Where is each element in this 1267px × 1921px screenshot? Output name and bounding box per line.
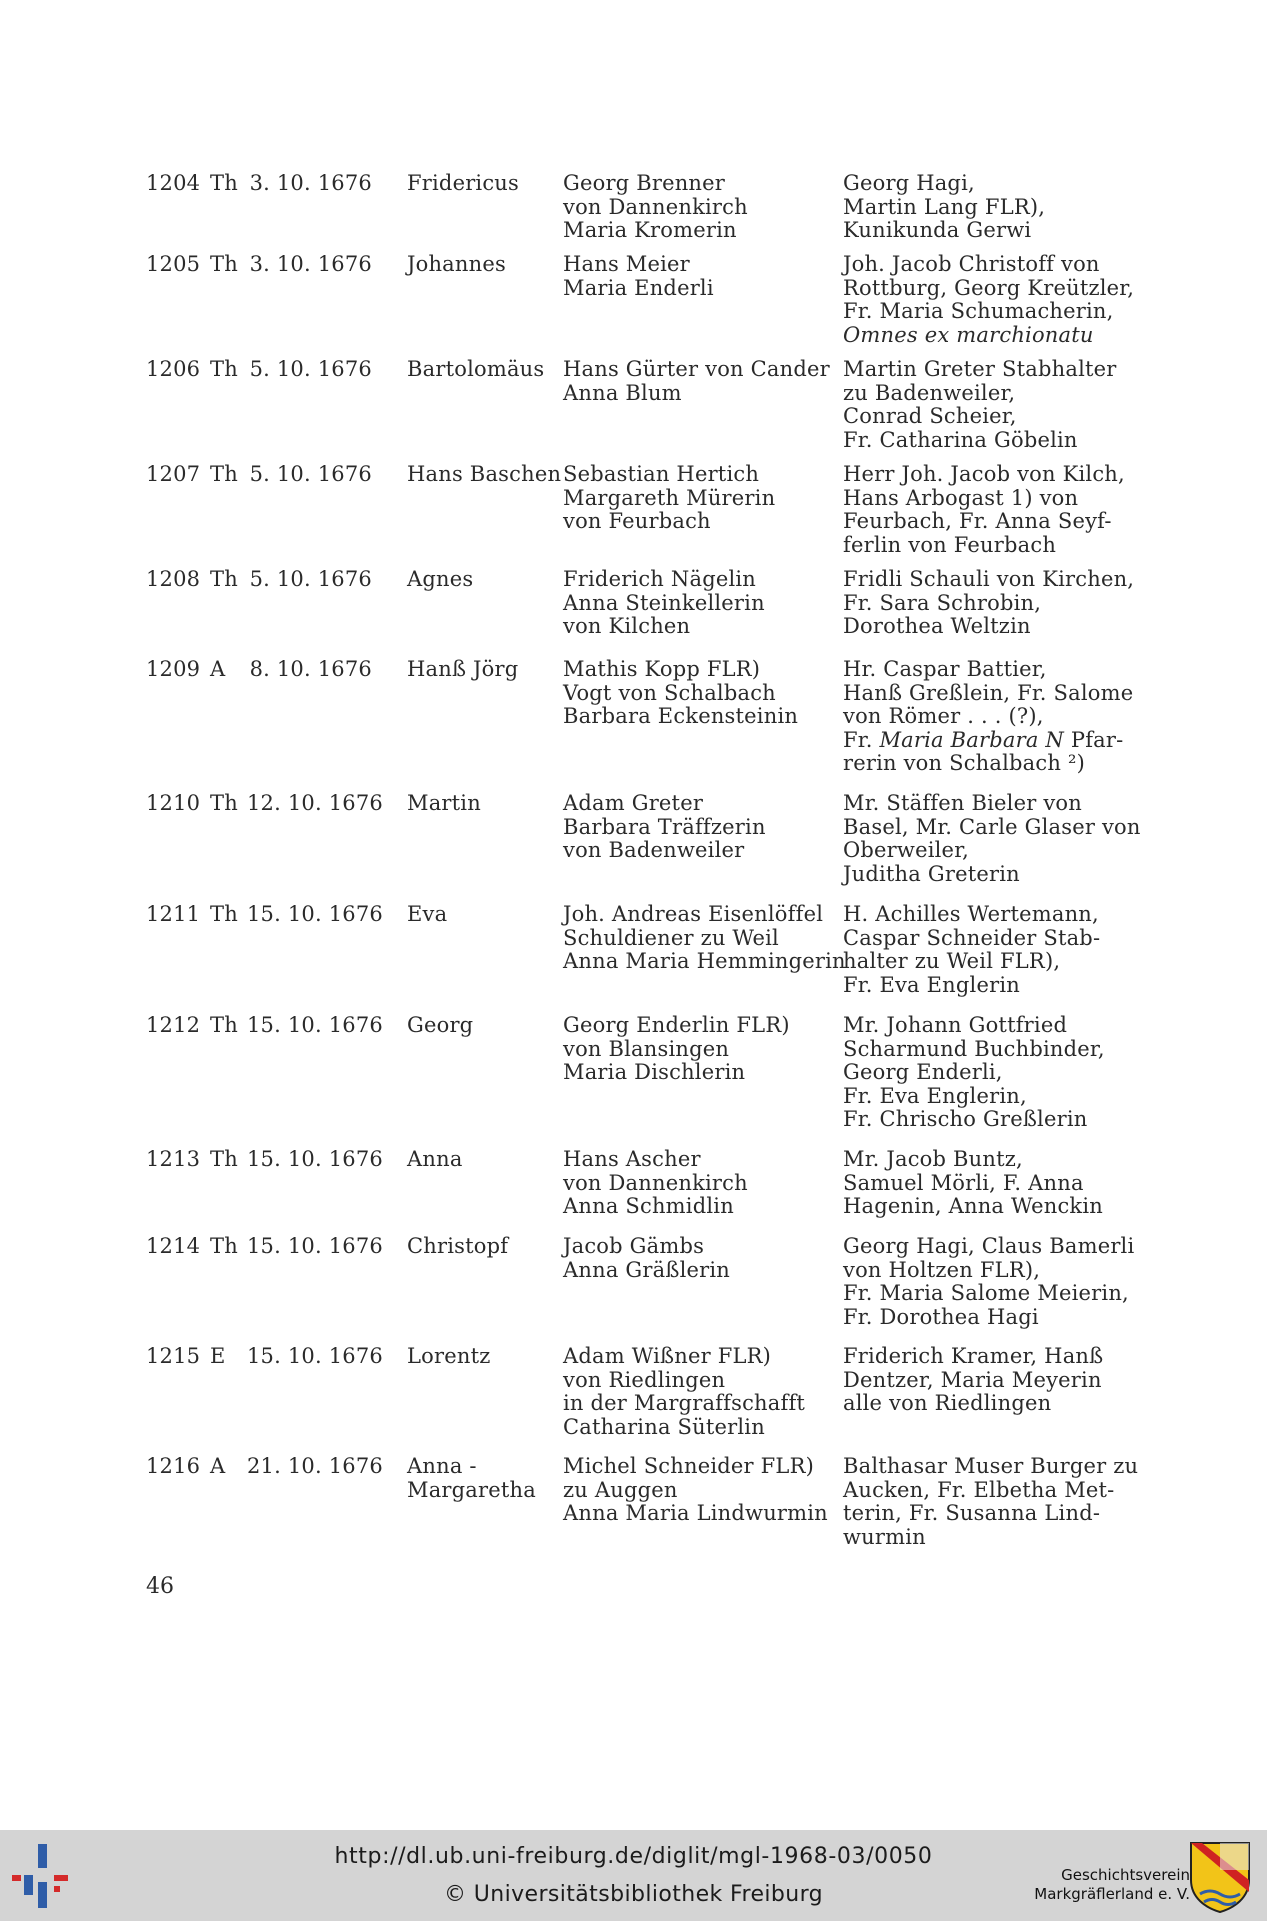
child-name (407, 358, 544, 382)
parents-line: in der Margraffschafft (563, 1391, 806, 1415)
entry-code: Th (210, 1147, 238, 1171)
parents-line: Jacob Gämbs (563, 1234, 705, 1258)
godparents-line: Herr Joh. Jacob von Kilch, (843, 462, 1125, 486)
parents-column (563, 463, 775, 534)
godparents-line: Hr. Caspar Battier, (843, 657, 1047, 681)
parents-line: Mathis Kopp FLR) (563, 657, 761, 681)
godparents-column (843, 1148, 1103, 1219)
parents-line: Friderich Nägelin (563, 567, 757, 591)
child-name-line: Martin (407, 791, 481, 815)
parents-column (563, 568, 765, 639)
godparents-line: Dorothea Weltzin (843, 614, 1031, 638)
godparents-line: Aucken, Fr. Elbetha Met- (843, 1477, 1115, 1502)
child-name (407, 792, 481, 816)
child-name (407, 1235, 508, 1259)
entry-date: 15. 10. 1676 (247, 902, 383, 926)
child-name-line: Agnes (407, 567, 474, 591)
entry-date: 8. 10. 1676 (249, 657, 372, 681)
godparents-line: Conrad Scheier, (843, 404, 1017, 428)
godparents-line: Martin Lang FLR), (843, 194, 1046, 219)
entry-number: 1215 (146, 1344, 201, 1368)
entry-number: 1212 (146, 1013, 201, 1037)
godparents-line: Fr. Eva Englerin, (843, 1083, 1027, 1108)
entry-date: 3. 10. 1676 (249, 171, 372, 195)
godparents-line: Scharmund Buchbinder, (843, 1036, 1105, 1061)
entry-code: Th (210, 462, 238, 486)
godparents-line: Georg Hagi, Claus Bamerli (843, 1234, 1135, 1258)
godparents-line: Fr. Chrischo Greßlerin (843, 1107, 1088, 1131)
entry-date: 21. 10. 1676 (247, 1454, 383, 1478)
godparents-line: Rottburg, Georg Kreützler, (843, 275, 1135, 300)
godparents-line-part: Fr. (843, 727, 880, 752)
godparents-line-italic-part: Maria Barbara N (879, 727, 1064, 752)
parents-line: von Dannenkirch (563, 194, 748, 219)
entry-code: Th (210, 902, 238, 926)
permalink-link[interactable]: http://dl.ub.uni-freiburg.de/diglit/mgl-1968-03/0050 (334, 1844, 933, 1869)
entry-date: 15. 10. 1676 (247, 1013, 383, 1037)
entry-number: 1209 (146, 657, 201, 681)
entry-date: 5. 10. 1676 (249, 462, 372, 486)
parents-line: Hans Gürter von Cander (563, 357, 830, 381)
child-name-line: Fridericus (407, 171, 520, 195)
parents-line: von Dannenkirch (563, 1170, 748, 1195)
parents-line: von Blansingen (563, 1036, 730, 1061)
godparents-line: Hans Arbogast 1) von (843, 485, 1079, 510)
godparents-line: alle von Riedlingen (843, 1391, 1052, 1415)
godparents-line: Mr. Johann Gottfried (843, 1013, 1068, 1037)
parents-line: Michel Schneider FLR) (563, 1454, 814, 1478)
godparents-line: von Römer . . . (?), (843, 704, 1044, 728)
parents-column (563, 358, 830, 405)
godparents-line: H. Achilles Wertemann, (843, 902, 1099, 926)
parents-line: Anna Schmidlin (563, 1194, 734, 1218)
godparents-column (843, 358, 1117, 452)
child-name (407, 568, 473, 592)
child-name (407, 1014, 473, 1038)
godparents-line: Georg Enderli, (843, 1060, 1003, 1084)
godparents-line: Juditha Greterin (843, 861, 1020, 886)
child-name-line: Christopf (407, 1234, 509, 1258)
entry-number: 1210 (146, 791, 201, 815)
entry-number: 1207 (146, 462, 201, 486)
entry-number: 1216 (146, 1454, 201, 1478)
entry-code: Th (210, 567, 238, 591)
godparents-line: Basel, Mr. Carle Glaser von (843, 814, 1141, 839)
godparents-column (843, 1014, 1105, 1132)
godparents-line: Fr. Maria Salome Meierin, (843, 1281, 1129, 1305)
child-name-line: Bartolomäus (407, 357, 545, 381)
godparents-column (843, 253, 1134, 347)
society-name-line2: Markgräflerland e. V. (1034, 1885, 1190, 1903)
godparents-column (843, 1345, 1103, 1416)
parents-column (563, 658, 798, 729)
parents-column (563, 172, 748, 243)
entry-date: 15. 10. 1676 (247, 1344, 383, 1368)
godparents-line: Caspar Schneider Stab- (843, 925, 1101, 950)
child-name (407, 463, 561, 487)
godparents-line: Martin Greter Stabhalter (843, 357, 1117, 381)
godparents-line: Oberweiler, (843, 838, 969, 862)
godparents-line: Omnes ex marchionatu (843, 322, 1094, 347)
entry-code: A (210, 1454, 226, 1478)
parents-line: Adam Greter (563, 791, 704, 815)
parents-column (563, 1345, 805, 1439)
parents-column (563, 253, 714, 300)
entry-date: 3. 10. 1676 (249, 252, 372, 276)
copyright-notice: © Universitätsbibliothek Freiburg (443, 1882, 824, 1907)
parents-line: Margareth Mürerin (563, 485, 776, 510)
parents-line: Barbara Eckensteinin (563, 704, 799, 728)
godparents-column (843, 903, 1100, 997)
godparents-line: Mr. Stäffen Bieler von (843, 791, 1082, 815)
child-name-line: Eva (407, 902, 448, 926)
godparents-column (843, 1235, 1134, 1329)
parents-column (563, 1235, 730, 1282)
parents-line: von Riedlingen (563, 1367, 726, 1392)
godparents-line: Dentzer, Maria Meyerin (843, 1367, 1102, 1392)
entry-number: 1213 (146, 1147, 201, 1171)
child-name (407, 1455, 536, 1502)
godparents-line: Samuel Mörli, F. Anna (843, 1170, 1084, 1195)
entry-code: A (210, 657, 226, 681)
entry-date: 15. 10. 1676 (247, 1147, 383, 1171)
godparents-line: halter zu Weil FLR), (843, 949, 1061, 973)
parents-line: Vogt von Schalbach (563, 680, 776, 705)
parents-column (563, 1014, 790, 1085)
child-name-line: Hanß Jörg (407, 657, 519, 681)
godparents-column (843, 172, 1045, 243)
parents-line: Georg Brenner (563, 171, 726, 195)
society-name (1020, 1866, 1190, 1904)
godparents-line: ferlin von Feurbach (843, 532, 1057, 557)
entry-code: Th (210, 1013, 238, 1037)
child-name (407, 903, 447, 927)
godparents-line: Fr. Eva Englerin (843, 972, 1020, 997)
godparents-line: Hagenin, Anna Wenckin (843, 1194, 1103, 1218)
parents-column (563, 792, 766, 863)
entry-code: Th (210, 791, 238, 815)
godparents-line: von Holtzen FLR), (843, 1257, 1041, 1282)
parents-column (563, 903, 846, 974)
parents-line: Maria Kromerin (563, 218, 737, 242)
entry-code: E (210, 1344, 226, 1368)
godparents-line: Fr. Sara Schrobin, (843, 590, 1042, 615)
godparents-line: Feurbach, Fr. Anna Seyf- (843, 509, 1112, 533)
markgraeflerland-crest-icon (1188, 1840, 1252, 1914)
entry-date: 5. 10. 1676 (249, 567, 372, 591)
godparents-column (843, 792, 1141, 886)
parents-line: Anna Maria Lindwurmin (563, 1501, 828, 1525)
entry-number: 1204 (146, 171, 201, 195)
entry-code: Th (210, 171, 238, 195)
parents-line: Hans Meier (563, 252, 690, 276)
godparents-line: Friderich Kramer, Hanß (843, 1344, 1104, 1368)
child-name (407, 1148, 463, 1172)
godparents-line: Balthasar Muser Burger zu (843, 1454, 1139, 1478)
parents-line: Anna Gräßlerin (563, 1257, 730, 1282)
parents-line: Catharina Süterlin (563, 1414, 765, 1439)
parents-line: Anna Steinkellerin (563, 590, 765, 615)
godparents-line: Georg Hagi, (843, 171, 975, 195)
entry-code: Th (210, 252, 238, 276)
godparents-column (843, 1455, 1138, 1549)
child-name (407, 658, 518, 682)
parents-line: Sebastian Hertich (563, 462, 760, 486)
godparents-line: terin, Fr. Susanna Lind- (843, 1501, 1101, 1525)
entry-date: 15. 10. 1676 (247, 1234, 383, 1258)
godparents-line: Fr. Catharina Göbelin (843, 427, 1078, 452)
parents-line: Joh. Andreas Eisenlöffel (563, 902, 824, 926)
godparents-line: Kunikunda Gerwi (843, 218, 1032, 242)
godparents-line: zu Badenweiler, (843, 380, 1016, 405)
godparents-line: rerin von Schalbach ²) (843, 751, 1085, 775)
entry-number: 1211 (146, 902, 201, 926)
parents-column (563, 1148, 748, 1219)
child-name-line: Anna (407, 1147, 463, 1171)
entry-code: Th (210, 357, 238, 381)
godparents-line: Hanß Greßlein, Fr. Salome (843, 680, 1134, 705)
godparents-line (843, 729, 1133, 753)
child-name (407, 253, 506, 277)
parents-line: Georg Enderlin FLR) (563, 1013, 790, 1037)
child-name-line: Georg (407, 1013, 474, 1037)
godparents-column (843, 658, 1133, 776)
entry-code: Th (210, 1234, 238, 1258)
godparents-column (843, 568, 1134, 639)
parents-line: Maria Enderli (563, 275, 714, 300)
entry-number: 1214 (146, 1234, 201, 1258)
parents-line: Anna Blum (563, 380, 682, 405)
parents-line: von Badenweiler (563, 838, 745, 862)
godparents-line-part: Pfar- (1064, 727, 1124, 752)
child-name-line: Hans Baschen (407, 462, 562, 486)
godparents-line: Fridli Schauli von Kirchen, (843, 567, 1135, 591)
parents-line: von Kilchen (563, 614, 691, 638)
godparents-line: Fr. Dorothea Hagi (843, 1304, 1039, 1329)
entry-number: 1206 (146, 357, 201, 381)
parents-line: Barbara Träffzerin (563, 814, 766, 839)
parents-line: Anna Maria Hemmingerin (563, 949, 846, 973)
child-name (407, 172, 519, 196)
footer-bar (0, 1830, 1267, 1921)
child-name-line: Margaretha (407, 1477, 536, 1502)
child-name (407, 1345, 490, 1369)
page-number: 46 (146, 1574, 174, 1599)
godparents-line: Joh. Jacob Christoff von (843, 252, 1100, 276)
child-name-line: Lorentz (407, 1344, 491, 1368)
parents-line: Maria Dischlerin (563, 1060, 746, 1084)
parents-line: Schuldiener zu Weil (563, 925, 779, 950)
entry-date: 12. 10. 1676 (247, 791, 383, 815)
godparents-column (843, 463, 1125, 557)
parents-line: Adam Wißner FLR) (563, 1344, 772, 1368)
godparents-line: wurmin (843, 1524, 926, 1549)
godparents-line: Fr. Maria Schumacherin, (843, 299, 1114, 323)
parents-line: Hans Ascher (563, 1147, 701, 1171)
child-name-line: Johannes (407, 252, 506, 276)
child-name-line: Anna - (407, 1454, 477, 1478)
parents-line: von Feurbach (563, 509, 711, 533)
parents-column (563, 1455, 828, 1526)
godparents-line: Mr. Jacob Buntz, (843, 1147, 1023, 1171)
entry-number: 1205 (146, 252, 201, 276)
parents-line: zu Auggen (563, 1477, 678, 1502)
entry-date: 5. 10. 1676 (249, 357, 372, 381)
society-name-line1: Geschichtsverein (1061, 1866, 1190, 1884)
entry-number: 1208 (146, 567, 201, 591)
